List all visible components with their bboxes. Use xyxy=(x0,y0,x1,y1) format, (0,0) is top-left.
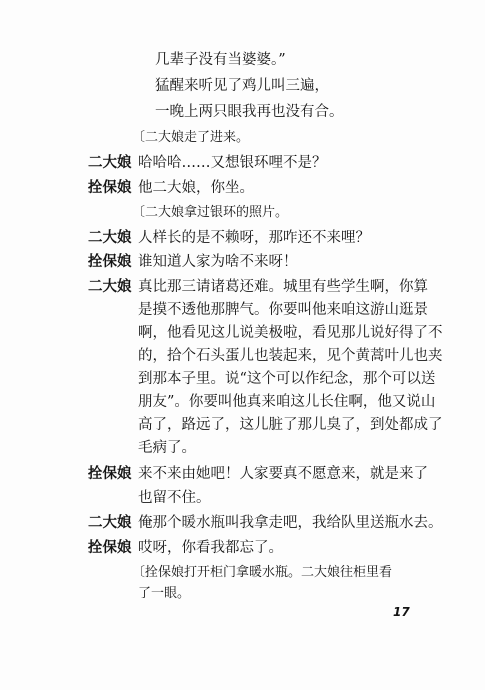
dialogue-line: 朋友”。你要叫他真来咱这儿长住啊，他又说山 xyxy=(138,394,436,410)
stage-direction: 〔拴保娘打开柜门拿暖水瓶。二大娘往柜里看 xyxy=(132,565,393,580)
stage-direction: 〔二大娘走了进来。 xyxy=(132,130,250,145)
dialogue-line: 啊，他看见这儿说美极啦，看见那儿说好得了不 xyxy=(138,325,443,341)
speaker-name: 二大娘 xyxy=(88,229,132,246)
speaker-name: 二大娘 xyxy=(88,278,132,295)
stage-direction: 了一眼。 xyxy=(138,586,191,601)
page-number: 17 xyxy=(393,605,410,619)
dialogue-line: 毛病了。 xyxy=(138,440,196,456)
dialogue-line: 他二大娘，你坐。 xyxy=(138,180,254,196)
dialogue-line: 高了，路远了，这儿脏了那儿臭了，到处都成了 xyxy=(138,417,443,433)
stage-direction: 〔二大娘拿过银环的照片。 xyxy=(132,205,289,220)
speaker-name: 拴保娘 xyxy=(88,539,132,556)
dialogue-line: 来不来由她吧！人家要真不愿意来，就是来了 xyxy=(138,466,428,482)
speaker-name: 拴保娘 xyxy=(88,253,132,270)
verse-line: 一晚上两只眼我再也没有合。 xyxy=(155,104,344,120)
dialogue-line: 哎呀，你看我都忘了。 xyxy=(138,540,283,556)
speaker-name: 拴保娘 xyxy=(88,465,132,482)
dialogue-line: 人样长的是不赖呀，那咋还不来哩？ xyxy=(138,230,370,246)
dialogue-line: 的，拾个石头蛋儿也装起来，见个黄蒿叶儿也夹 xyxy=(138,348,443,364)
verse-line: 几辈子没有当婆婆。” xyxy=(155,52,286,68)
dialogue-line: 俺那个暖水瓶叫我拿走吧，我给队里送瓶水去。 xyxy=(138,515,443,531)
verse-line: 猛醒来听见了鸡儿叫三遍， xyxy=(155,78,329,94)
dialogue-line: 也留不住。 xyxy=(138,490,211,506)
speaker-name: 二大娘 xyxy=(88,154,132,171)
dialogue-line: 到那本子里。说“这个可以作纪念，那个可以送 xyxy=(138,371,436,387)
dialogue-line: 真比那三请诸葛还难。城里有些学生啊，你算 xyxy=(138,279,428,295)
dialogue-line: 哈哈哈……又想银环哩不是？ xyxy=(138,155,327,171)
speaker-name: 拴保娘 xyxy=(88,179,132,196)
dialogue-line: 谁知道人家为啥不来呀！ xyxy=(138,254,298,270)
dialogue-line: 是摸不透他那脾气。你要叫他来咱这游山逛景 xyxy=(138,302,428,318)
speaker-name: 二大娘 xyxy=(88,514,132,531)
